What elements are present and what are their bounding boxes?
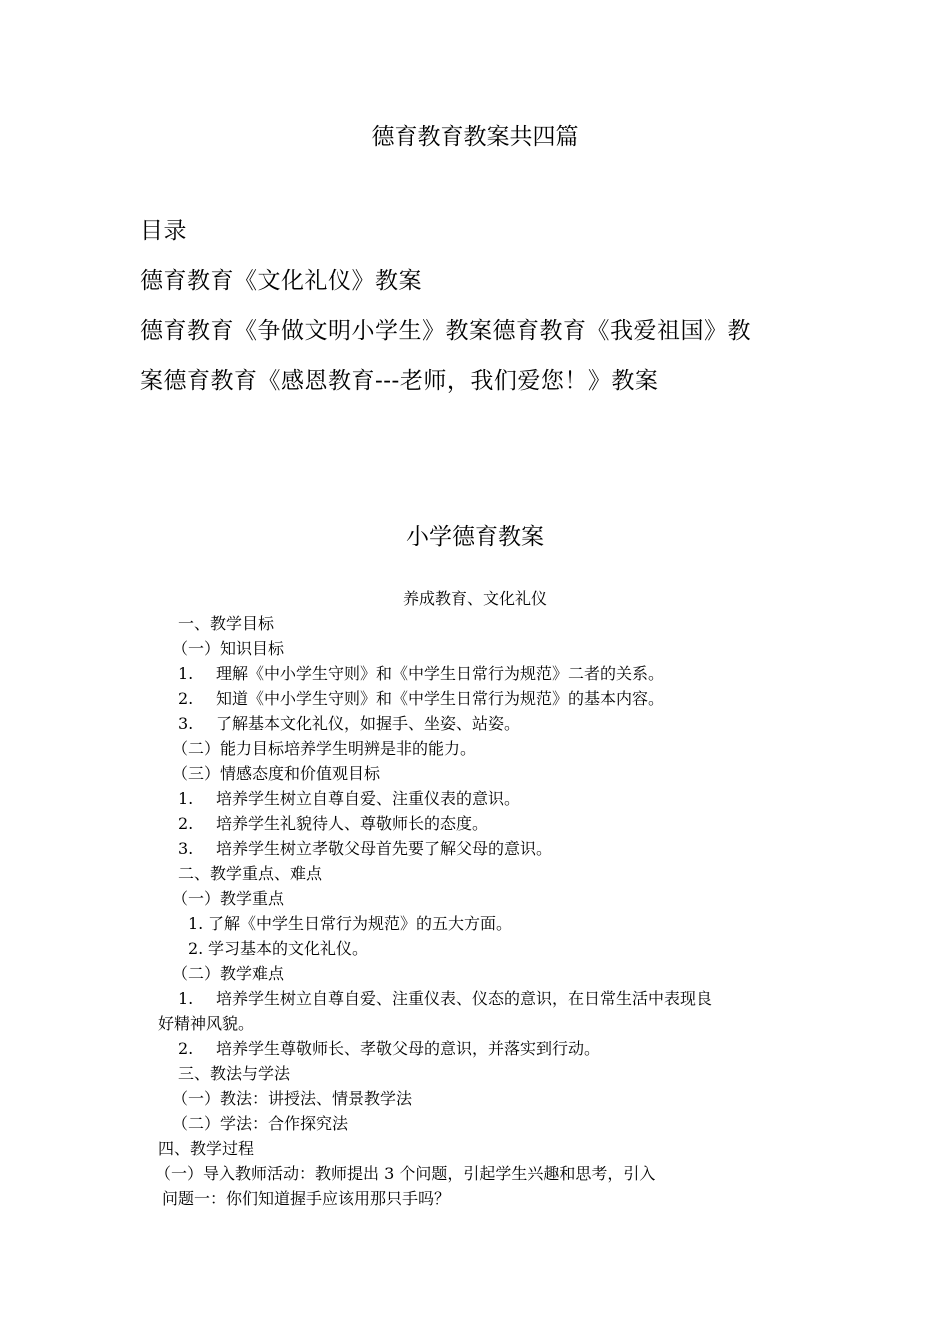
list-text: 培养学生树立孝敬父母首先要了解父母的意识。 — [216, 839, 553, 858]
list-text: 培养学生树立自尊自爱、注重仪表、仪态的意识，在日常生活中表现良 — [216, 989, 713, 1008]
process-intro: （一）导入教师活动：教师提出 3 个问题，引起学生兴趣和思考，引入 — [155, 1164, 656, 1183]
list-text: 了解基本文化礼仪，如握手、坐姿、站姿。 — [216, 714, 521, 733]
section-subtitle: 养成教育、文化礼仪 — [402, 589, 547, 608]
list-number: 1. — [178, 789, 194, 808]
heading-focus: （一）教学重点 — [172, 889, 285, 908]
list-text: 培养学生树立自尊自爱、注重仪表的意识。 — [216, 789, 521, 808]
list-text: 了解《中学生日常行为规范》的五大方面。 — [208, 914, 513, 933]
list-number: 3. — [178, 714, 194, 733]
list-item — [178, 811, 488, 834]
list-text-continuation: 好精神风貌。 — [158, 1014, 255, 1033]
process-question: 问题一：你们知道握手应该用那只手吗？ — [162, 1189, 451, 1208]
heading-emotion-goals: （三）情感态度和价值观目标 — [172, 764, 381, 783]
list-number: 3. — [178, 839, 194, 858]
list-item — [178, 686, 664, 709]
list-item — [188, 911, 512, 934]
list-item — [188, 936, 368, 959]
list-number: 1. — [178, 989, 194, 1008]
section-title: 小学德育教案 — [406, 524, 544, 550]
ability-goal: （二）能力目标培养学生明辨是非的能力。 — [172, 739, 477, 758]
list-item — [178, 1036, 600, 1059]
heading-difficulty: （二）教学难点 — [172, 964, 285, 983]
list-item — [178, 786, 520, 809]
list-text: 理解《中小学生守则》和《中学生日常行为规范》二者的关系。 — [216, 664, 665, 683]
list-item — [178, 661, 664, 684]
list-text: 培养学生尊敬师长、孝敬父母的意识，并落实到行动。 — [216, 1039, 601, 1058]
list-number: 1. — [178, 664, 194, 683]
list-number: 1. — [188, 914, 204, 933]
heading-key-points: 二、教学重点、难点 — [178, 864, 323, 883]
list-item — [178, 711, 520, 734]
list-number: 2. — [178, 1039, 194, 1058]
toc-line: 德育教育《文化礼仪》教案 — [140, 268, 422, 294]
list-number: 2. — [188, 939, 204, 958]
list-text: 培养学生礼貌待人、尊敬师长的态度。 — [216, 814, 489, 833]
document-title: 德育教育教案共四篇 — [371, 124, 579, 150]
list-item — [178, 986, 712, 1009]
heading-knowledge-goals: （一）知识目标 — [172, 639, 285, 658]
list-number: 2. — [178, 814, 194, 833]
heading-teaching-goals: 一、教学目标 — [178, 614, 275, 633]
toc-line: 案德育教育《感恩教育---老师，我们爱您！》教案 — [140, 368, 659, 394]
list-item — [178, 836, 552, 859]
teaching-method: （一）教法：讲授法、情景教学法 — [172, 1089, 413, 1108]
heading-methods: 三、教法与学法 — [178, 1064, 291, 1083]
list-text: 学习基本的文化礼仪。 — [208, 939, 369, 958]
list-number: 2. — [178, 689, 194, 708]
list-text: 知道《中小学生守则》和《中学生日常行为规范》的基本内容。 — [216, 689, 665, 708]
toc-line: 德育教育《争做文明小学生》教案德育教育《我爱祖国》教 — [140, 318, 751, 344]
toc-heading: 目录 — [140, 218, 187, 244]
learning-method: （二）学法：合作探究法 — [172, 1114, 349, 1133]
heading-process: 四、教学过程 — [158, 1139, 255, 1158]
